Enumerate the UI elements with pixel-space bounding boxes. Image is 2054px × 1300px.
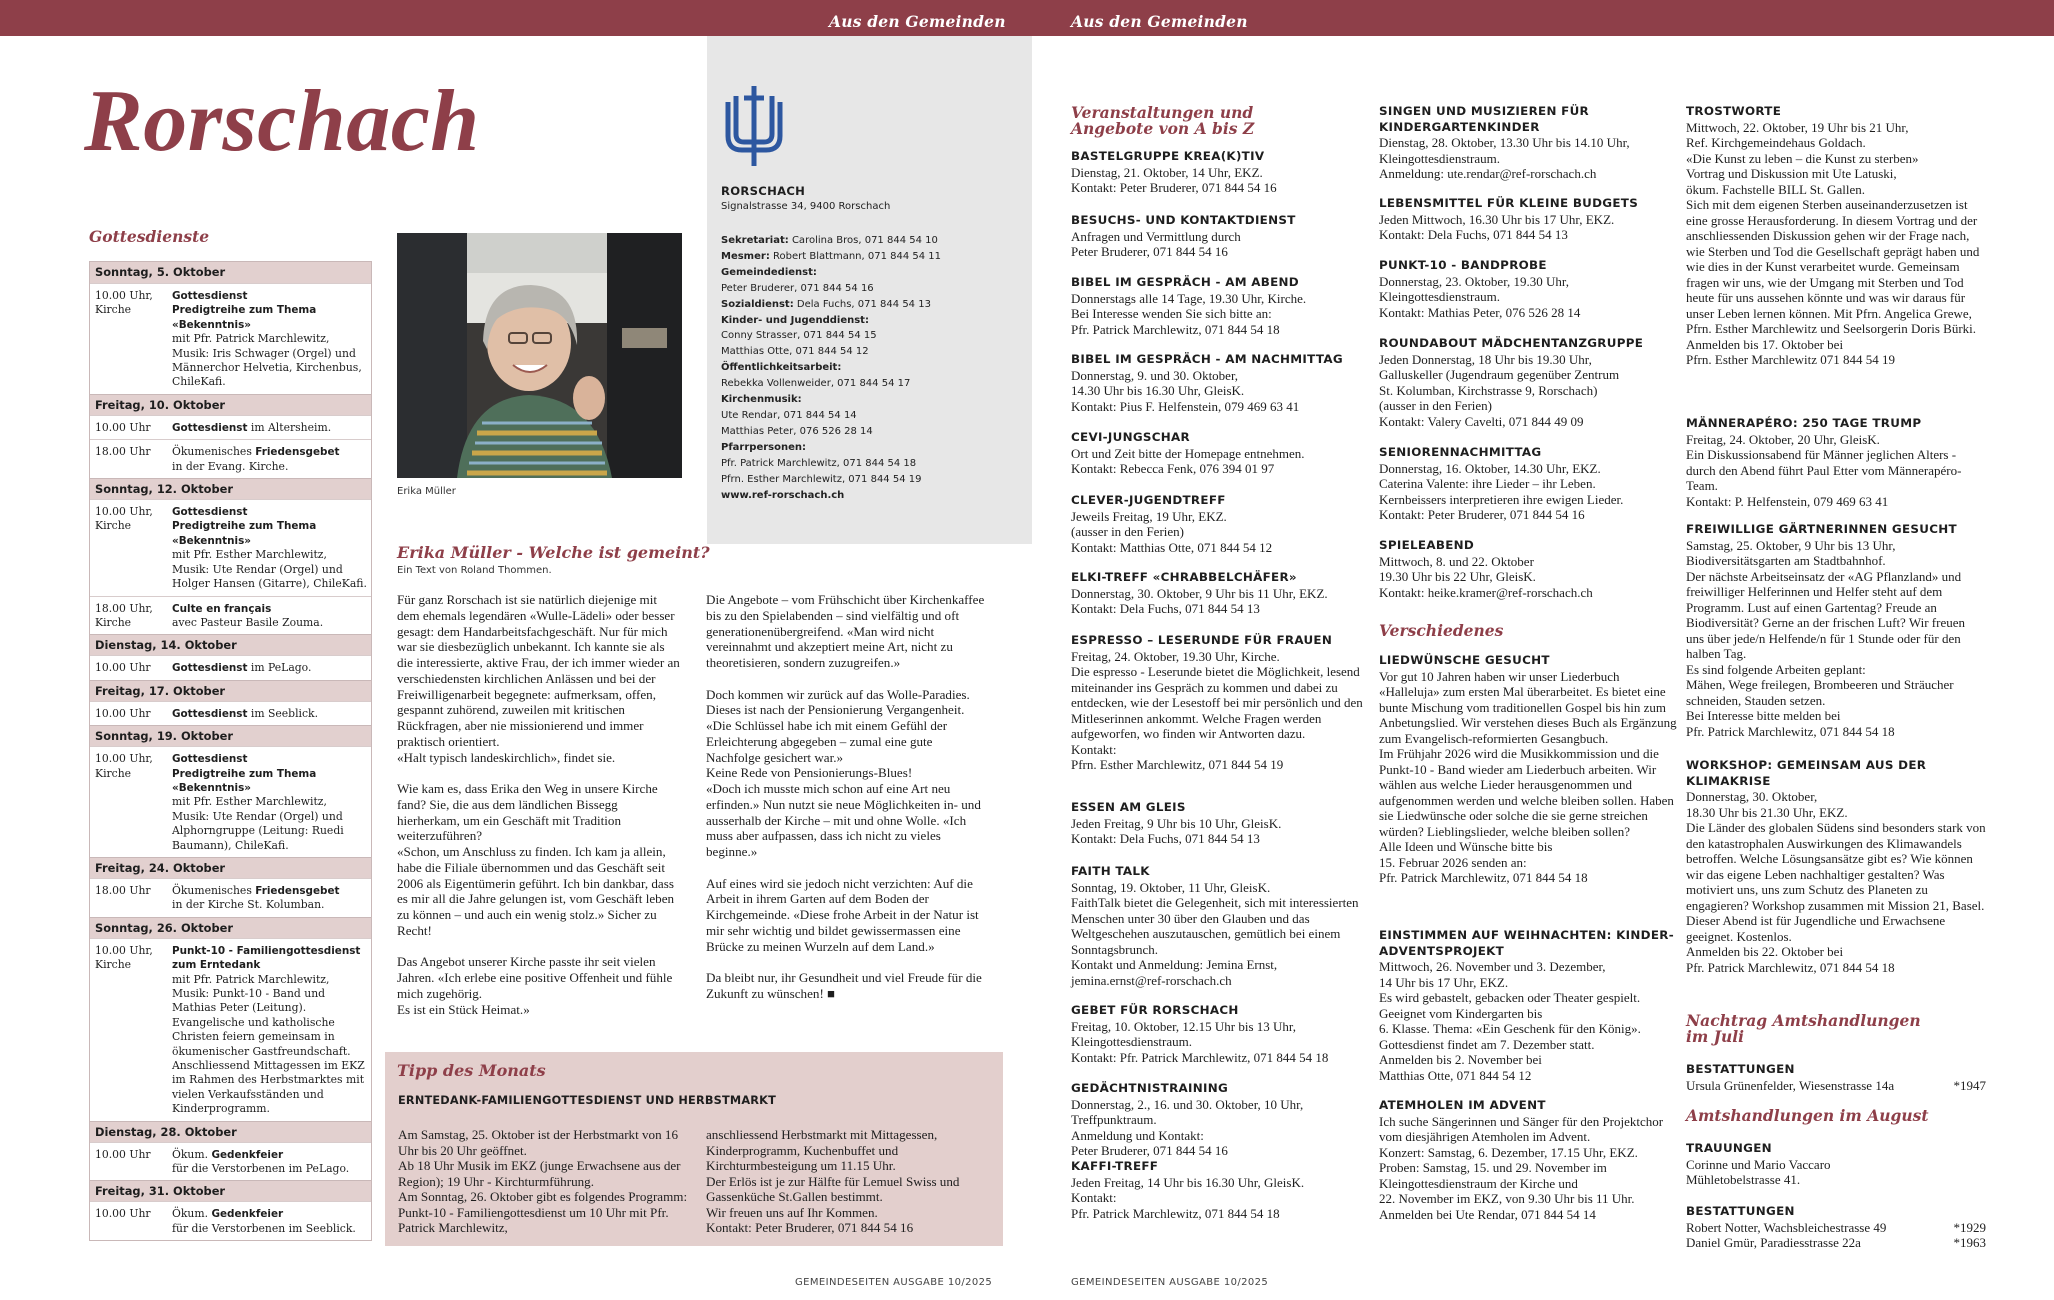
event-item — [1071, 1081, 1371, 1159]
info-label: Sekretariat: — [721, 235, 789, 246]
event-body: Ich suche Sängerinnen und Sänger für den Projektchor vom diesjährigen Atemholen im Advent. Konzert: Samstag, 6. Dezember, 17.15 Uhr, EKZ. Proben: Samstag, 15. und 29. November im Kleingottesdienstraum der Kirche und 22. November im EKZ, von 9.30 Uhr bis 11 Uhr. Anmelden bei Ute Rendar, 071 844 54 14 — [1379, 1113, 1664, 1222]
service-title: Culte en français — [172, 602, 272, 615]
event-item — [1379, 258, 1679, 320]
service-subtitle: Predigtreihe zum Thema «Bekenntnis» — [172, 304, 317, 331]
info-label: Sozialdienst: — [721, 298, 794, 310]
article-column-2 — [706, 592, 989, 1017]
burial-year: *1963 — [1953, 1235, 1986, 1250]
info-line — [721, 424, 1021, 440]
info-label: Pfarrpersonen: — [721, 441, 807, 453]
tip-heading: ERNTEDANK-FAMILIENGOTTESDIENST UND HERBSTMARKT — [398, 1094, 777, 1107]
schedule-service-row — [90, 415, 371, 439]
event-title: LEBENSMITTEL FÜR KLEINE BUDGETS — [1379, 196, 1639, 210]
schedule-service-row — [90, 878, 371, 917]
masthead-title: Rorschach — [84, 73, 480, 170]
service-details — [172, 289, 371, 390]
service-prefix: Ökum. — [172, 1147, 209, 1161]
info-line — [721, 313, 1021, 329]
info-line — [721, 408, 1021, 424]
service-subtitle: Predigtreihe zum Thema «Bekenntnis» — [172, 767, 317, 794]
service-time: 10.00 Uhr, — [95, 943, 153, 957]
info-line — [721, 440, 1021, 456]
event-item — [1379, 445, 1679, 523]
article-paragraph: Wie kam es, dass Erika den Weg in unsere Kirche fand? Sie, die aus dem ländlichen Bissegg hierherkam, um ein Geschäft mit Tradition weiterzuführen? «Schon, um Anschluss zu finden. Ich kam ja allein, habe die Filiale übernommen und das Geschäft seit 2006 als Eigentümerin geführt. Ich bin dankbar, dass es mir all die Jahre gelungen ist, vom Geschäft leben zu können – und auch ein wenig stolz.» Sicher zu Recht! — [397, 781, 675, 938]
service-place: Kirche — [95, 615, 132, 629]
event-title: ELKI-TREFF «CHRABBELCHÄFER» — [1071, 570, 1297, 584]
info-line — [721, 265, 1021, 281]
service-description: in der Evang. Kirche. — [172, 459, 289, 473]
info-value: Pfr. Patrick Marchlewitz, 071 844 54 18 — [721, 457, 917, 469]
service-title: Gottesdienst — [172, 506, 248, 519]
service-time: 18.00 Uhr — [95, 445, 151, 459]
event-title: FREIWILLIGE GÄRTNERINNEN GESUCHT — [1686, 522, 1957, 536]
schedule-service-row — [90, 499, 371, 595]
event-title: PUNKT-10 - BANDPROBE — [1379, 258, 1547, 272]
service-details — [172, 505, 371, 591]
service-title-line — [172, 661, 367, 675]
service-description: in der Kirche St. Kolumban. — [172, 898, 325, 912]
event-title: MÄNNERAPÉRO: 250 TAGE TRUMP — [1686, 416, 1922, 430]
event-item — [1071, 633, 1371, 773]
service-time-place — [90, 1207, 172, 1236]
info-line — [721, 297, 1021, 313]
schedule-service-row — [90, 283, 371, 394]
event-item — [1071, 275, 1371, 337]
article-paragraph: Das Angebot unserer Kirche passte ihr seit vielen Jahren. «Ich erlebe eine positive Offenheit und fühle mich zugehörig. Es ist ein Stück Heimat.» — [397, 954, 673, 1017]
event-title: FAITH TALK — [1071, 864, 1150, 878]
schedule-day-header: Sonntag, 26. Oktober — [90, 917, 371, 938]
event-title: GEBET FÜR RORSCHACH — [1071, 1003, 1239, 1017]
article-byline: Ein Text von Roland Thommen. — [397, 565, 552, 576]
info-address: Signalstrasse 34, 9400 Rorschach — [721, 201, 891, 212]
trauungen-block — [1686, 1141, 1986, 1188]
info-value: Conny Strasser, 071 844 54 15 — [721, 330, 877, 342]
tip-title: Tipp des Monats — [397, 1061, 546, 1080]
event-title: ESSEN AM GLEIS — [1071, 800, 1186, 814]
service-time-place — [90, 944, 172, 1117]
info-line — [721, 456, 1021, 472]
service-place: Kirche — [95, 519, 132, 533]
event-item — [1379, 336, 1679, 429]
event-item — [1686, 522, 1986, 739]
service-title-line — [172, 602, 367, 616]
schedule-day-header: Freitag, 31. Oktober — [90, 1180, 371, 1201]
schedule-service-row — [90, 938, 371, 1121]
event-title: BIBEL IM GESPRÄCH - AM NACHMITTAG — [1071, 352, 1343, 366]
schedule-day-header: Dienstag, 14. Oktober — [90, 634, 371, 655]
event-body: Freitag, 24. Oktober, 20 Uhr, GleisK. Ein Diskussionsabend für Männer jeglichen Alters - durch den Abend führt Paul Etter vom Männerapéro-Team. Kontakt: P. Helfenstein, 079 469 63 41 — [1686, 431, 1962, 509]
event-body: Freitag, 10. Oktober, 12.15 Uhr bis 13 Uhr, Kleingottesdienstraum. Kontakt: Pfr. Patrick Marchlewitz, 071 844 54 18 — [1071, 1018, 1329, 1065]
service-time-place — [90, 421, 172, 435]
event-item — [1686, 758, 1986, 975]
service-prefix: Ökumenisches — [172, 883, 252, 897]
service-title: Gottesdienst — [172, 753, 248, 766]
event-title: BIBEL IM GESPRÄCH - AM ABEND — [1071, 275, 1299, 289]
trauungen-text: Corinne und Mario Vaccaro Mühletobelstrasse 41. — [1686, 1156, 1831, 1187]
service-subtitle: Predigtreihe zum Thema «Bekenntnis» — [172, 520, 317, 547]
footer-left: GEMEINDESEITEN AUSGABE 10/2025 — [795, 1277, 993, 1288]
service-title-line — [172, 1148, 367, 1162]
event-body: Mittwoch, 22. Oktober, 19 Uhr bis 21 Uhr, Ref. Kirchgemeindehaus Goldach. «Die Kunst zu leben – die Kunst zu sterben» Vortrag und Diskussion mit Ute Latuski, ökum. Fachstelle BILL St. Gallen. Sich mit dem eigenen Sterben auseinanderzusetzen ist eine grosse Herausforderung. In diesem Vortrag und der anschliessenden Diskussion gehen wir der Frage nach, wie Sterben und Tod die Gesellschaft geprägt haben und wie dies in der Kunst verarbeitet wurde. Gemeinsam fragen wir uns, wie der Umgang mit Sterben und Tod heute für uns aussehen könnte und was wir daraus für unser Leben lernen können. Mit Pfrn. Angelica Grewe, Pfrn. Esther Marchlewitz und Seelsorgerin Doris Bürki. Anmelden bis 17. Oktober bei Pfrn. Esther Marchlewitz 071 844 54 19 — [1686, 119, 1980, 367]
service-place: Kirche — [95, 958, 132, 972]
service-schedule — [89, 261, 372, 1241]
article-column-1 — [397, 592, 680, 1033]
event-body: Jeden Mittwoch, 16.30 Uhr bis 17 Uhr, EKZ. Kontakt: Dela Fuchs, 071 844 54 13 — [1379, 211, 1615, 242]
info-contacts — [721, 233, 1021, 503]
article-paragraph: Da bleibt nur, ihr Gesundheit und viel Freude für die Zukunft zu wünschen! ■ — [706, 970, 982, 1001]
service-title: Gedenkfeier — [211, 1148, 284, 1161]
trauungen-label: TRAUUNGEN — [1686, 1141, 1772, 1155]
event-item — [1071, 800, 1371, 847]
info-line — [721, 392, 1021, 408]
portrait-photo — [397, 233, 682, 478]
burial-row — [1686, 1235, 1986, 1251]
service-place: Kirche — [95, 303, 132, 317]
event-body: Sonntag, 19. Oktober, 11 Uhr, GleisK. FaithTalk bietet die Gelegenheit, sich mit interessierten Menschen unter 30 über den Glauben und das Weltgeschehen auszutauschen, gemütlich bei einem Sonntagsbrunch. Kontakt und Anmeldung: Jemina Ernst, jemina.ernst@ref-rorschach.ch — [1071, 879, 1359, 988]
event-title: CEVI-JUNGSCHAR — [1071, 430, 1191, 444]
service-title-line — [172, 944, 367, 973]
bestattungen-label: BESTATTUNGEN — [1686, 1204, 1795, 1218]
service-time: 10.00 Uhr — [95, 661, 151, 675]
event-body: Vor gut 10 Jahren haben wir unser Liederbuch «Halleluja» zum ersten Mal überarbeitet. Es bietet eine bunte Mischung vom traditionellen Gospel bis hin zum Anbetungslied. Wir verstehen dieses Buch als Ergänzung zum Evangelisch-reformierten Gesangbuch. Im Frühjahr 2026 wird die Musikkommission und die Punkt-10 - Band wieder am Liederbuch arbeiten. Wir wählen aus welche Lieder herausgenommen und aufgenommen werden und welche bleiben sollen. Haben sie Liedwünsche oder solche die sie gerne streichen würden? Lieblingslieder, welche bleiben sollen? Alle Ideen und Wünsche bitte bis 15. Februar 2026 senden an: Pfr. Patrick Marchlewitz, 071 844 54 18 — [1379, 668, 1677, 885]
service-title-line — [172, 421, 367, 435]
burial-row — [1686, 1078, 1986, 1094]
info-label: Mesmer: — [721, 250, 770, 262]
event-body: Mittwoch, 26. November und 3. Dezember, 14 Uhr bis 17 Uhr, EKZ. Es wird gebastelt, gebacken oder Theater gespielt. Geeignet vom Kindergarten bis 6. Klasse. Thema: «Ein Geschenk für den König». Gottesdienst findet am 7. Dezember statt. Anmelden bis 2. November bei Matthias Otte, 071 844 54 12 — [1379, 959, 1641, 1083]
schedule-service-row — [90, 746, 371, 857]
event-title: TROSTWORTE — [1686, 104, 1782, 118]
event-title: SINGEN UND MUSIZIEREN FÜR KINDERGARTENKINDER — [1379, 104, 1589, 134]
event-body: Freitag, 24. Oktober, 19.30 Uhr, Kirche. Die espresso - Leserunde bietet die Möglichkeit, lesend miteinander ins Gespräch zu kommen und dabei zu entdecken, wie der Lesestoff bei mir persönlich und den Mitleserinnen ankommt. Welche Fragen werden aufgeworfen, wo finden wir Antworten dazu. Kontakt: Pfrn. Esther Marchlewitz, 071 844 54 19 — [1071, 648, 1363, 772]
info-value: Carolina Bros, 071 844 54 10 — [791, 235, 938, 246]
info-value: Pfrn. Esther Marchlewitz, 071 844 54 19 — [721, 473, 922, 485]
info-line — [721, 376, 1021, 392]
service-title: Gedenkfeier — [211, 1208, 284, 1221]
event-item — [1071, 1159, 1371, 1221]
service-description: mit Pfr. Esther Marchlewitz, Musik: Ute Rendar (Orgel) und Holger Hansen (Gitarre), ChileKafi. — [172, 548, 367, 591]
info-line — [721, 328, 1021, 344]
service-time-place — [90, 505, 172, 591]
service-details — [172, 1148, 371, 1177]
info-line — [721, 472, 1021, 488]
event-body: Mittwoch, 8. und 22. Oktober 19.30 Uhr bis 22 Uhr, GleisK. Kontakt: heike.kramer@ref-rorschach.ch — [1379, 553, 1593, 600]
service-details — [172, 944, 371, 1117]
service-time: 18.00 Uhr — [95, 883, 151, 897]
service-time-place — [90, 445, 172, 474]
info-label: www.ref-rorschach.ch — [721, 489, 845, 501]
info-line — [721, 488, 1021, 504]
info-line — [721, 360, 1021, 376]
service-title: Gottesdienst — [172, 290, 248, 302]
info-value: Ute Rendar, 071 844 54 14 — [721, 409, 857, 421]
service-description: mit Pfr. Esther Marchlewitz, Musik: Ute Rendar (Orgel) und Alphorngruppe (Leitung: Ruedi Baumann), ChileKafi. — [172, 795, 344, 852]
event-item — [1379, 1098, 1679, 1222]
schedule-service-row — [90, 1142, 371, 1181]
event-title: BASTELGRUPPE KREA(K)TIV — [1071, 149, 1265, 163]
event-body: Ort und Zeit bitte der Homepage entnehmen. Kontakt: Rebecca Fenk, 076 394 01 97 — [1071, 445, 1305, 476]
schedule-day-header: Dienstag, 28. Oktober — [90, 1121, 371, 1142]
event-body: Dienstag, 28. Oktober, 13.30 Uhr bis 14.10 Uhr, Kleingottesdienstraum. Anmeldung: ute.rendar@ref-rorschach.ch — [1379, 135, 1630, 181]
header-title-right: Aus den Gemeinden — [1071, 12, 1248, 31]
service-time: 10.00 Uhr, — [95, 505, 153, 519]
event-item — [1071, 213, 1371, 260]
service-prefix: Ökum. — [172, 1207, 209, 1221]
event-item — [1379, 538, 1679, 600]
nachtrag-heading: Nachtrag Amtshandlungen im Juli — [1686, 1011, 1921, 1047]
info-value: Robert Blattmann, 071 844 54 11 — [773, 250, 942, 262]
info-value: Rebekka Vollenweider, 071 844 54 17 — [721, 378, 911, 390]
top-band — [0, 0, 2054, 36]
event-body: Dienstag, 21. Oktober, 14 Uhr, EKZ. Kontakt: Peter Bruderer, 071 844 54 16 — [1071, 164, 1277, 195]
event-item — [1071, 430, 1371, 477]
service-title: Friedensgebet — [255, 884, 340, 897]
event-title: BESUCHS- UND KONTAKTDIENST — [1071, 213, 1296, 227]
nachtrag-label: BESTATTUNGEN — [1686, 1062, 1795, 1076]
event-item — [1071, 352, 1371, 414]
service-title: Gottesdienst — [172, 662, 248, 675]
info-value: Dela Fuchs, 071 844 54 13 — [796, 298, 931, 310]
schedule-day-header: Freitag, 17. Oktober — [90, 680, 371, 701]
service-title-line — [172, 752, 367, 766]
service-time-place — [90, 752, 172, 853]
header-title-left: Aus den Gemeinden — [829, 12, 1006, 31]
event-item — [1071, 570, 1371, 617]
service-inline: im PeLago. — [250, 661, 312, 675]
info-label: Kinder- und Jugenddienst: — [721, 314, 869, 326]
event-title: GEDÄCHTNISTRAINING — [1071, 1081, 1229, 1095]
service-prefix: Ökumenisches — [172, 445, 252, 459]
service-time-place — [90, 1148, 172, 1177]
verschiedenes-heading: Verschiedenes — [1379, 621, 1504, 640]
service-details — [172, 884, 371, 913]
event-title: KAFFI-TREFF — [1071, 1159, 1159, 1173]
schedule-day-header: Sonntag, 12. Oktober — [90, 478, 371, 499]
article-paragraph: Die Angebote – vom Frühschicht über Kirchenkaffee bis zu den Spielabenden – sind vielfältig und oft generationenübergreifend. «Man wird nicht vereinnahmt und akzeptiert meine Art, nicht zu theoretisieren, sondern zuzugreifen.» — [706, 592, 985, 670]
service-description: avec Pasteur Basile Zouma. — [172, 615, 324, 629]
service-title: Gottesdienst — [172, 707, 248, 720]
service-title-line — [172, 445, 367, 459]
event-item — [1379, 104, 1679, 182]
event-body: Donnerstag, 16. Oktober, 14.30 Uhr, EKZ. Caterina Valente: ihre Lieder – ihr Leben. Kernbeissers interpretieren ihre ewigen Lieder. Kontakt: Peter Bruderer, 071 844 54 16 — [1379, 460, 1624, 522]
service-time: 10.00 Uhr — [95, 1147, 151, 1161]
service-time: 10.00 Uhr, — [95, 752, 153, 766]
service-time: 10.00 Uhr — [95, 420, 151, 434]
service-details — [172, 1207, 371, 1236]
service-details — [172, 421, 371, 435]
event-item — [1379, 196, 1679, 243]
service-title-line — [172, 505, 367, 519]
service-description: für die Verstorbenen im PeLago. — [172, 1162, 350, 1176]
event-title: WORKSHOP: GEMEINSAM AUS DER KLIMAKRISE — [1686, 758, 1927, 788]
service-time: 10.00 Uhr — [95, 706, 151, 720]
event-title: CLEVER-JUGENDTREFF — [1071, 493, 1226, 507]
schedule-service-row — [90, 596, 371, 635]
event-item — [1071, 149, 1371, 196]
service-description: mit Pfr. Patrick Marchlewitz, Musik: Punkt-10 - Band und Mathias Peter (Leitung). Evangelische und katholische Christen feiern gemeinsam in ökumenischer Gastfreundschaft. Anschliessend Mittagessen im EKZ im Rahmen des Herbstmarktes mit vielen Verkaufsständen und Kinderprogramm. — [172, 972, 365, 1116]
event-body: Jeden Freitag, 14 Uhr bis 16.30 Uhr, GleisK. Kontakt: Pfr. Patrick Marchlewitz, 071 844 54 18 — [1071, 1174, 1305, 1221]
event-title: ATEMHOLEN IM ADVENT — [1379, 1098, 1546, 1112]
service-place: Kirche — [95, 766, 132, 780]
service-details — [172, 752, 371, 853]
service-title: Gottesdienst — [172, 421, 248, 434]
schedule-service-row — [90, 1201, 371, 1240]
event-body: Donnerstag, 30. Oktober, 18.30 Uhr bis 21.30 Uhr, EKZ. Die Länder des globalen Südens sind besonders stark von den katastrophalen Auswirkungen des Klimawandels betroffen. Welche Lösungsansätze gibt es? Wie können wir das eigene Leben nachhaltiger gestalten? Was motiviert uns, uns zum Schutz des Planeten zu engagieren? Workshop zusammen mit Mission 21, Basel. Dieser Abend ist für Jugendliche und Erwachsene geeignet. Kostenlos. Anmelden bis 22. Oktober bei Pfr. Patrick Marchlewitz, 071 844 54 18 — [1686, 789, 1986, 975]
tip-column-1: Am Samstag, 25. Oktober ist der Herbstmarkt von 16 Uhr bis 20 Uhr geöffnet. Ab 18 Uhr Musik im EKZ (junge Erwachsene aus der Region); 19 Uhr - Kirchturmführung. Am Sonntag, 26. Oktober gibt es folgendes Programm: Punkt-10 - Familiengottesdienst um 10 Uhr mit Pfr. Patrick Marchlewitz, — [398, 1127, 688, 1235]
event-title: SPIELEABEND — [1379, 538, 1475, 552]
article-title: Erika Müller - Welche ist gemeint? — [397, 543, 710, 562]
service-title-line — [172, 1207, 367, 1221]
schedule-day-header: Freitag, 10. Oktober — [90, 394, 371, 415]
burial-year: *1947 — [1953, 1077, 1986, 1093]
bestattungen-block — [1686, 1204, 1986, 1251]
event-body: Donnerstag, 2., 16. und 30. Oktober, 10 Uhr, Treffpunktraum. Anmeldung und Kontakt: Peter Bruderer, 071 844 54 16 — [1071, 1096, 1304, 1158]
event-body: Jeden Freitag, 9 Uhr bis 10 Uhr, GleisK. Kontakt: Dela Fuchs, 071 844 54 13 — [1071, 815, 1282, 846]
schedule-day-header: Freitag, 24. Oktober — [90, 857, 371, 878]
schedule-day-header: Sonntag, 5. Oktober — [90, 262, 371, 283]
service-time: 10.00 Uhr, — [95, 289, 153, 302]
august-heading: Amtshandlungen im August — [1686, 1106, 1929, 1125]
service-details — [172, 445, 371, 474]
info-label: Gemeindedienst: — [721, 266, 817, 278]
event-body: Donnerstag, 30. Oktober, 9 Uhr bis 11 Uhr, EKZ. Kontakt: Dela Fuchs, 071 844 54 13 — [1071, 585, 1328, 616]
schedule-day-header: Sonntag, 19. Oktober — [90, 725, 371, 746]
service-time-place — [90, 602, 172, 631]
article-paragraph: Für ganz Rorschach ist sie natürlich diejenige mit dem ehemals legendären «Wulle-Lädeli» oder besser gesagt: dem Handarbeitsfachgeschäft. Nur für mich war sie diesbezüglich unbekannt. Ich kannte sie als die interessierte, aktive Frau, der ich immer wieder an verschiedensten kirchlichen Anlässen und bei der Freiwilligenarbeit begegnete: aufmerksam, offen, gespannt zuhörend, zuweilen mit kritischen Rückfragen, aber nie missionierend und immer praktisch orientiert. «Halt typisch landeskirchlich», findet sie. — [397, 592, 680, 765]
event-item — [1379, 928, 1679, 1083]
info-name: RORSCHACH — [721, 184, 806, 198]
event-item — [1071, 1003, 1371, 1065]
nachtrag-rows — [1686, 1078, 1986, 1094]
schedule-service-row — [90, 701, 371, 725]
service-title: Friedensgebet — [255, 446, 340, 459]
event-item — [1071, 864, 1371, 988]
event-title: ESPRESSO – LESERUNDE FÜR FRAUEN — [1071, 633, 1333, 647]
burial-name: Ursula Grünenfelder, Wiesenstrasse 14a — [1686, 1077, 1895, 1093]
events-heading: Veranstaltungen und Angebote von A bis Z — [1071, 103, 1255, 139]
service-time: 10.00 Uhr — [95, 1207, 151, 1221]
info-label: Öffentlichkeitsarbeit: — [721, 362, 842, 374]
service-title-line — [172, 884, 367, 898]
schedule-service-row — [90, 439, 371, 478]
event-item — [1071, 493, 1371, 555]
service-details — [172, 661, 371, 675]
info-value: Matthias Otte, 071 844 54 12 — [721, 346, 869, 358]
burial-year: *1929 — [1953, 1219, 1986, 1235]
service-inline: im Seeblick. — [250, 706, 319, 720]
article-paragraph: Auf eines wird sie jedoch nicht verzichten: Auf die Arbeit in ihrem Garten auf dem Boden der Kirchgemeinde. «Diese frohe Arbeit in der Natur ist mir sehr wichtig und bildet gewissermassen eine Brücke zu meinen Wurzeln auf dem Land.» — [706, 875, 979, 954]
service-details — [172, 707, 371, 721]
schedule-service-row — [90, 655, 371, 679]
article-paragraph: Doch kommen wir zurück auf das Wolle-Paradies. Dieses ist nach der Pensionierung Vergangenheit. «Die Schlüssel habe ich mit einem Gefühl der Erleichterung abgegeben – zumal eine gute Nachfolge gesichert war.» Keine Rede von Pensionierungs-Blues! «Doch ich musste mich schon auf eine Art neu erfinden.» Nun nutzt sie neue Möglichkeiten in- und ausserhalb der Kirche – mit und ohne Wolle. «Ich muss aber aufpassen, dass ich nicht zu vieles beginne.» — [706, 686, 981, 859]
info-line — [721, 233, 1021, 249]
service-time: 18.00 Uhr, — [95, 601, 153, 615]
event-item — [1686, 416, 1986, 509]
service-details — [172, 602, 371, 631]
service-title: Punkt-10 - Familiengottesdienst zum Erntedank — [172, 944, 361, 972]
service-title-line — [172, 707, 367, 721]
gottesdienste-heading: Gottesdienste — [89, 227, 210, 246]
photo-caption: Erika Müller — [397, 486, 456, 497]
event-body: Donnerstag, 9. und 30. Oktober, 14.30 Uhr bis 16.30 Uhr, GleisK. Kontakt: Pius F. Helfenstein, 079 469 63 41 — [1071, 367, 1300, 414]
event-body: Donnerstags alle 14 Tage, 19.30 Uhr, Kirche. Bei Interesse wenden Sie sich bitte an: Pfr. Patrick Marchlewitz, 071 844 54 18 — [1071, 290, 1307, 337]
info-label: Kirchenmusik: — [721, 394, 802, 406]
church-logo-icon — [722, 82, 786, 168]
service-description: für die Verstorbenen im Seeblick. — [172, 1221, 356, 1235]
event-item — [1379, 653, 1679, 886]
burial-name: Daniel Gmür, Paradiesstrasse 22a — [1686, 1235, 1861, 1250]
service-time-place — [90, 289, 172, 390]
event-body: Anfragen und Vermittlung durch Peter Bruderer, 071 844 54 16 — [1071, 228, 1241, 259]
info-line — [721, 281, 1021, 297]
burial-name: Robert Notter, Wachsbleichestrasse 49 — [1686, 1219, 1887, 1235]
service-description: mit Pfr. Patrick Marchlewitz, Musik: Iris Schwager (Orgel) und Männerchor Helvetia, Kirchenbus, ChileKafi. — [172, 332, 362, 389]
nachtrag-block — [1686, 1062, 1986, 1093]
info-line — [721, 344, 1021, 360]
event-body: Jeweils Freitag, 19 Uhr, EKZ. (ausser in den Ferien) Kontakt: Matthias Otte, 071 844 54 12 — [1071, 508, 1273, 555]
event-body: Jeden Donnerstag, 18 Uhr bis 19.30 Uhr, Galluskeller (Jugendraum gegenüber Zentrum St. Kolumban, Kirchstrasse 9, Rorschach) (ausser in den Ferien) Kontakt: Valery Cavelti, 071 844 49 09 — [1379, 351, 1620, 429]
service-time-place — [90, 884, 172, 913]
service-inline: im Altersheim. — [250, 420, 332, 434]
info-value: Matthias Peter, 076 526 28 14 — [721, 425, 873, 437]
service-title-line — [172, 289, 367, 303]
bestattungen-rows — [1686, 1220, 1986, 1251]
service-time-place — [90, 661, 172, 675]
tip-column-2: anschliessend Herbstmarkt mit Mittagessen, Kinderprogramm, Kuchenbuffet und Kirchturmbesteigung um 11.15 Uhr. Der Erlös ist je zur Hälfte für Lemuel Swiss und Gassenküche St.Gallen bestimmt. Wir freuen uns auf Ihr Kommen. Kontakt: Peter Bruderer, 071 844 54 16 — [706, 1127, 960, 1235]
event-title: SENIORENNACHMITTAG — [1379, 445, 1542, 459]
burial-row — [1686, 1220, 1986, 1236]
event-title: EINSTIMMEN AUF WEIHNACHTEN: KINDER-ADVENTSPROJEKT — [1379, 928, 1674, 958]
event-item — [1686, 104, 1986, 368]
event-title: ROUNDABOUT MÄDCHENTANZGRUPPE — [1379, 336, 1644, 350]
info-value: Peter Bruderer, 071 844 54 16 — [721, 282, 874, 294]
footer-right: GEMEINDESEITEN AUSGABE 10/2025 — [1071, 1277, 1269, 1288]
service-time-place — [90, 707, 172, 721]
event-body: Samstag, 25. Oktober, 9 Uhr bis 13 Uhr, Biodiversitätsgarten am Stadtbahnhof. Der nächste Arbeitseinsatz der «AG Pflanzland» und freiwilliger Helferinnen und Helfer steht auf dem Programm. Lust auf einen Gartentag? Freude an Biodiversität? Gerne an der frischen Luft? Wir freuen uns über jede/n Helfende/n für 1 Stunde oder für den halben Tag. Es sind folgende Arbeiten geplant: Mähen, Wege freilegen, Brombeeren und Sträucher schneiden, Stauden setzen. Bei Interesse bitte melden bei Pfr. Patrick Marchlewitz, 071 844 54 18 — [1686, 537, 1965, 739]
event-body: Donnerstag, 23. Oktober, 19.30 Uhr, Kleingottesdienstraum. Kontakt: Mathias Peter, 076 526 28 14 — [1379, 273, 1581, 320]
event-title: LIEDWÜNSCHE GESUCHT — [1379, 653, 1550, 667]
info-line — [721, 249, 1021, 265]
